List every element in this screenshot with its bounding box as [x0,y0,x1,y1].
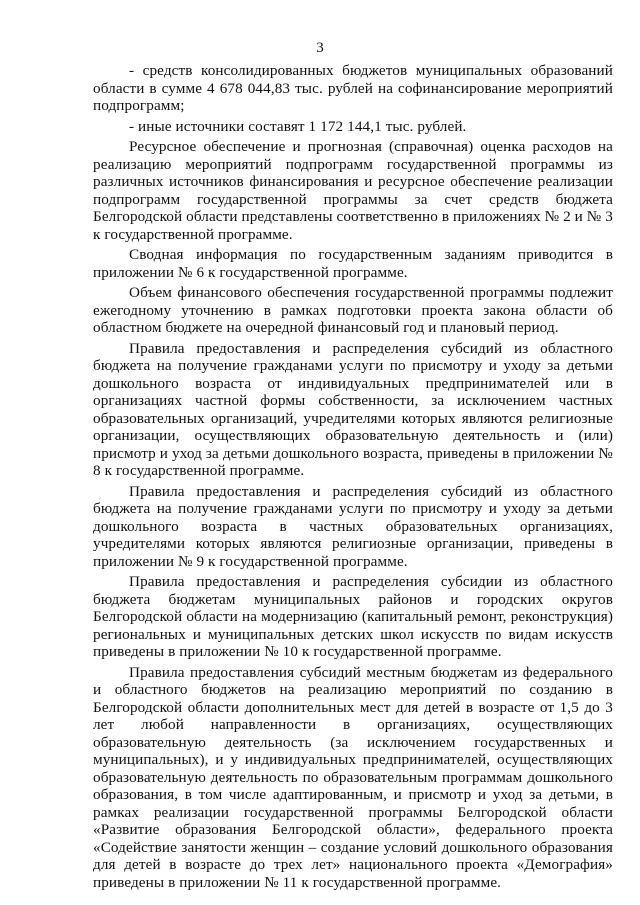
paragraph-subsidy-rules-appendix-11: Правила предоставления субсидий местным бюджетам из федерального и областного бюджетов на реализацию мероприятий по созданию в Белгородской области дополнительных мест для детей в возрасте от 1,5 до 3 лет любой направленности в организациях, осуществляющих образовательную деятельность (за исключением государственных и муниципальных), и у индивидуальных предпринимателей, осуществляющих образовательную деятельность по образовательным программам дошкольного образования, в том числе адаптированным, и присмотр и уход за детьми, в рамках реализации государственной программы Белгородской области «Развитие образования Белгородской области», федерального проекта «Содействие занятости женщин – создание условий дошкольного образования для детей в возрасте до трех лет» национального проекта «Демография» приведены в приложении № 11 к государственной программе. [93,663,613,891]
document-body [93,62,613,894]
paragraph-state-assignments: Сводная информация по государственным заданиям приводится в приложении № 6 к государственной программе. [93,246,613,281]
paragraph-financing-volume: Объем финансового обеспечения государственной программы подлежит ежегодному уточнению в рамках подготовки проекта закона области об областном бюджете на очередной финансовый год и плановый период. [93,284,613,336]
paragraph-subsidy-rules-appendix-9: Правила предоставления и распределения субсидий из областного бюджета на получение гражданами услуги по присмотру и уходу за детьми дошкольного возраста в частных образовательных организациях, учредителями которых являются религиозные организации, приведены в приложении № 9 к государственной программе. [93,482,613,570]
paragraph-resource-provision: Ресурсное обеспечение и прогнозная (справочная) оценка расходов на реализацию мероприятий подпрограмм государственной программы из различных источников финансирования и ресурсное обеспечение реализации подпрограмм государственной программы за счет средств бюджета Белгородской области представлены соответственно в приложениях № 2 и № 3 к государственной программе. [93,138,613,243]
paragraph-other-sources: - иные источники составят 1 172 144,1 тыс. рублей. [129,117,467,135]
page-number: 3 [316,40,324,56]
paragraph-subsidy-rules-appendix-10: Правила предоставления и распределения субсидии из областного бюджета бюджетам муниципальных районов и городских округов Белгородской области на модернизацию (капитальный ремонт, реконструкция) региональных и муниципальных детских школ искусств по видам искусств приведены в приложении № 10 к государственной программе. [93,573,613,660]
paragraph-municipal-budgets: - средств консолидированных бюджетов муниципальных образований области в сумме 4 678 044,83 тыс. рублей на софинансирование мероприятий подпрограмм; [93,62,613,114]
paragraph-subsidy-rules-appendix-8: Правила предоставления и распределения субсидий из областного бюджета на получение гражданами услуги по присмотру и уходу за детьми дошкольного возраста от индивидуальных предпринимателей или в организациях частной формы собственности, за исключением частных образовательных организаций, учредителями которых являются религиозные организации, осуществляющих образовательную деятельность и (или) присмотр и уход за детьми дошкольного возраста, приведены в приложении № 8 к государственной программе. [93,339,613,479]
